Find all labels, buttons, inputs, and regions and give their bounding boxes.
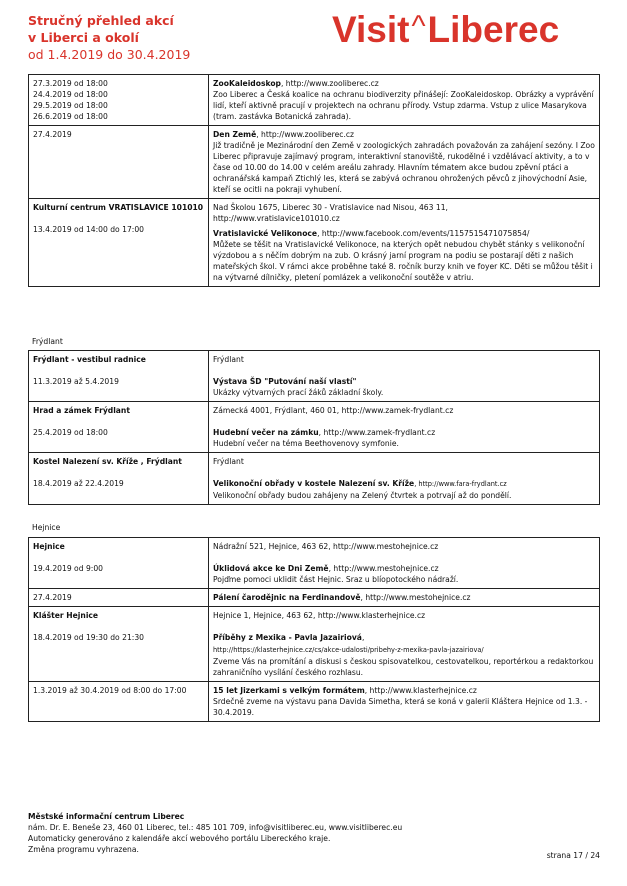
event-description: Pojďme pomoci uklidit část Hejnic. Sraz u blíopotockého nádraží. [213, 575, 459, 584]
event-link[interactable]: , http://www.fara-frydlant.cz [414, 480, 507, 488]
title-line-1: Stručný přehled akcí [28, 13, 174, 28]
venue-address: Hejnice 1, Hejnice, 463 62, http://www.klasterhejnice.cz [213, 611, 426, 620]
page-number: strana 17 / 24 [546, 851, 600, 860]
event-detail [209, 402, 600, 453]
footer [28, 811, 402, 855]
event-title: Velikonoční obřady v kostele Nalezení sv. Kříže [213, 479, 415, 488]
event-date: 18.4.2019 od 19:30 do 21:30 [33, 633, 145, 642]
event-date: 25.4.2019 od 18:00 [33, 428, 108, 437]
event-date: 27.4.2019 [29, 589, 209, 607]
event-title: Pálení čarodějnic na Ferdinandově [213, 593, 361, 602]
section-hejnice: Hejnice [32, 523, 61, 532]
event-title: Výstava ŠD "Putování naší vlastí" [213, 377, 357, 386]
event-description: Zveme Vás na promítání a diskusi s českou spisovatelkou, cestovatelkou, reportérkou a redaktorkou zahraničního vysílání českého rozhlasu. [213, 657, 594, 677]
event-detail: Hejnice 1, Hejnice, 463 62, http://www.klasterhejnice.cz Příběhy z Mexika - Pavla Jazairiová, http://https://klasterhejnice.cz/cs/akce-udalosti/pribehy-z-mexika-pavla-jazairiova/ Zveme Vás na promítání a diskusi s českou spisovatelkou, cestovatelkou, reportérkou a redaktorkou zahraničního vysílání českého rozhlasu. [209, 607, 600, 682]
event-description: Zoo Liberec a Česká koalice na ochranu biodiverzity přinášejí: ZooKaleidoskop. Obrázky a vyprávění lidí, kteří aktivně pracují v projektech na ochranu přírody. Vstup zdarma. Vstup z ulice Masarykova (tram. zastávka Botanická zahrada). [213, 90, 594, 121]
venue-address: Frýdlant [213, 457, 244, 466]
event-detail [209, 351, 600, 402]
table-row [29, 589, 600, 607]
event-title: Úklidová akce ke Dni Země [213, 564, 329, 573]
event-detail [209, 199, 600, 287]
event-description: Můžete se těšit na Vratislavické Velikonoce, na kterých opět nebudou chybět stánky s velikonoční výzdobou a s něčím dobrým na zub. O krásný jarní program na podiu se postarají děti z našich mateřských škol. V rámci akce proběhne také 8. ročník burzy knih ve foyer KC. Děti se můžou těšit i na výtvarné dílničky, pletení pomlázek a velikonoční soutěže v atriu. [213, 240, 593, 282]
event-date: 27.4.2019 [29, 126, 209, 199]
event-title: 15 let Jizerkami s velkým formátem [213, 686, 365, 695]
event-detail [209, 682, 600, 722]
venue-web[interactable]: http://www.vratislavice101010.cz [213, 214, 340, 223]
table-row [29, 538, 600, 589]
footer-note: Změna programu vyhrazena. [28, 845, 139, 854]
event-link[interactable]: , http://www.zooliberec.cz [256, 130, 355, 139]
event-description: Hudební večer na téma Beethovenovy symfonie. [213, 439, 399, 448]
event-date: 13.4.2019 od 14:00 do 17:00 [33, 225, 145, 234]
event-link[interactable]: http://https://klasterhejnice.cz/cs/akce-udalosti/pribehy-z-mexika-pavla-jazairiova/ [213, 646, 484, 654]
venue-name: Kostel Nalezení sv. Kříže , Frýdlant [33, 457, 182, 466]
event-link[interactable]: , http://www.klasterhejnice.cz [364, 686, 477, 695]
event-link[interactable]: , http://www.mestohejnice.cz [360, 593, 471, 602]
venue-address: Zámecká 4001, Frýdlant, 460 01, http://www.zamek-frydlant.cz [213, 406, 454, 415]
event-detail [209, 75, 600, 126]
event-title: Vratislavické Velikonoce [213, 229, 318, 238]
event-description: Srdečně zveme na výstavu pana Davida Simetha, která se koná v galerii Kláštera Hejnice od 1.3. - 30.4.2019. [213, 697, 588, 717]
table-row [29, 682, 600, 722]
events-table-hejnice [28, 537, 600, 722]
event-title: ZooKaleidoskop [213, 79, 281, 88]
event-title: Hudební večer na zámku [213, 428, 319, 437]
events-table-frydlant [28, 350, 600, 505]
event-date: 11.3.2019 až 5.4.2019 [33, 377, 119, 386]
events-table-liberec [28, 74, 600, 287]
event-link[interactable]: , http://www.mestohejnice.cz [328, 564, 439, 573]
footer-org: Městské informační centrum Liberec [28, 812, 185, 821]
event-link[interactable]: , http://www.zooliberec.cz [280, 79, 379, 88]
table-row [29, 75, 600, 126]
venue-address: Nádražní 521, Hejnice, 463 62, http://www.mestohejnice.cz [213, 542, 439, 551]
venue-name: Klášter Hejnice [33, 611, 99, 620]
footer-address: nám. Dr. E. Beneše 23, 460 01 Liberec, tel.: 485 101 709, info@visitliberec.eu, www.visitliberec.eu [28, 823, 403, 832]
event-title: Příběhy z Mexika - Pavla Jazairiová [213, 633, 362, 642]
event-description: Ukázky výtvarných prací žáků základní školy. [213, 388, 384, 397]
event-date: 18.4.2019 až 22.4.2019 [33, 479, 124, 488]
event-link[interactable]: , http://www.facebook.com/events/1157515471075854/ [317, 229, 530, 238]
event-title: Den Země [213, 130, 257, 139]
table-row [29, 402, 600, 453]
date-range: od 1.4.2019 do 30.4.2019 [28, 47, 191, 62]
table-row [29, 126, 600, 199]
event-date: 1.3.2019 až 30.4.2019 od 8:00 do 17:00 [29, 682, 209, 722]
venue-name: Hejnice [33, 542, 65, 551]
event-description: Již tradičně je Mezinárodní den Země v zoologických zahradách považován za zahájení sezóny. I Zoo Liberec připravuje zajímavý program, interaktivní stanoviště, rukodělné i vzdělávací aktivity, a to v čase od 10.00 do 14.00 v celém areálu zahrady. Hlavním tématem akce budou zpěvní ptáci a ochranářská kampaň Ztichlý les, která se zabývá ochranou ohrožených pěvců z jihovýchodní Asie, kteří se ocitli na pokraji vyhubení. [213, 141, 595, 194]
table-row [29, 453, 600, 505]
visit-liberec-logo: Visit^Liberec [332, 9, 560, 50]
event-link[interactable]: , http://www.zamek-frydlant.cz [318, 428, 436, 437]
venue-name: Frýdlant - vestibul radnice [33, 355, 146, 364]
event-detail [209, 453, 600, 505]
venue-name: Hrad a zámek Frýdlant [33, 406, 130, 415]
event-description: Velikonoční obřady budou zahájeny na Zelený čtvrtek a potrvají až do pondělí. [213, 491, 512, 500]
venue-address: Frýdlant [213, 355, 244, 364]
section-frydlant: Frýdlant [32, 337, 63, 346]
table-row [29, 607, 600, 682]
venue-address: Nad Školou 1675, Liberec 30 - Vratislavice nad Nisou, 463 11, [213, 203, 448, 212]
table-row [29, 351, 600, 402]
event-detail [209, 589, 600, 607]
title-line-2: v Liberci a okolí [28, 30, 139, 45]
table-row [29, 199, 600, 287]
event-date: 19.4.2019 od 9:00 [33, 564, 103, 573]
event-detail [209, 538, 600, 589]
document-title [28, 12, 174, 46]
event-dates: 27.3.2019 od 18:00 24.4.2019 od 18:00 29.5.2019 od 18:00 26.6.2019 od 18:00 [29, 75, 209, 126]
event-detail [209, 126, 600, 199]
footer-note: Automaticky generováno z kalendáře akcí webového portálu Libereckého kraje. [28, 834, 331, 843]
venue-name: Kulturní centrum VRATISLAVICE 101010 [33, 203, 204, 212]
